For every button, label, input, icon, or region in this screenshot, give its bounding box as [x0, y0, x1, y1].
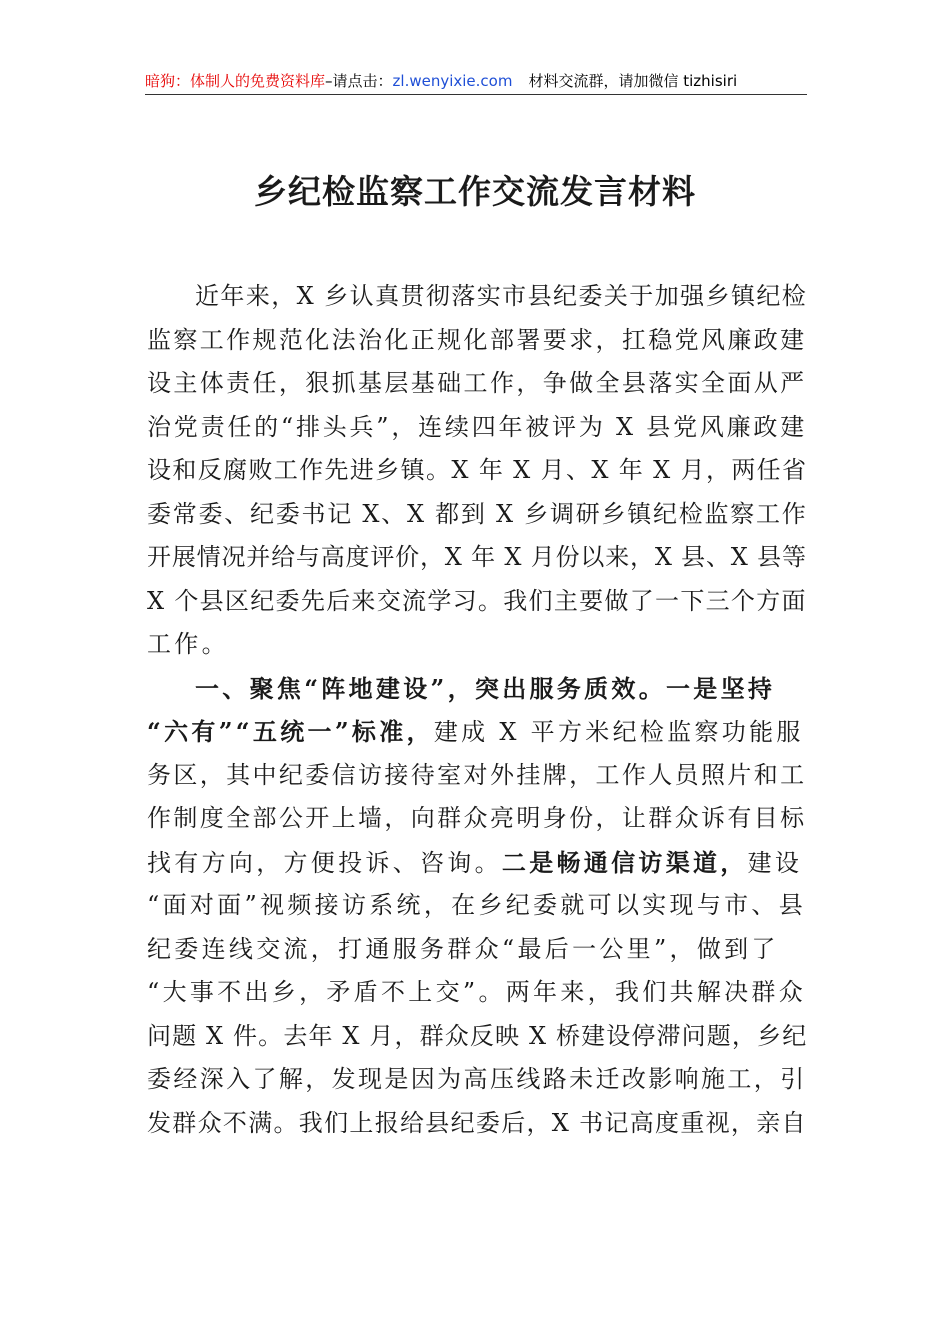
text-segment: X 个县区纪委先后来交流学习。我们主要做了一下三个方面	[147, 586, 807, 615]
header-divider	[145, 94, 807, 95]
header-contact: 材料交流群，请加微信 tizhisiri	[528, 72, 738, 90]
body-line	[147, 884, 807, 928]
body-line	[147, 362, 807, 406]
body-line	[147, 841, 807, 885]
text-segment: 近年来，X 乡认真贯彻落实市县纪委关于加强乡镇纪检	[195, 282, 807, 310]
text-segment: 纪委连线交流，打通服务群众“最后一公里”，做到了	[147, 934, 779, 963]
body-line	[147, 971, 807, 1015]
text-segment: 问题 X 件。去年 X 月，群众反映 X 桥建设停滞问题，乡纪	[147, 1021, 807, 1050]
header-bar	[145, 70, 807, 94]
text-segment: “面对面”视频接访系统，在乡纪委就可以实现与市、县	[147, 891, 807, 919]
text-segment: 开展情况并给与高度评价，X 年 X 月份以来，X 县、X 县等	[147, 543, 807, 571]
body-line	[147, 406, 807, 450]
body-line	[147, 319, 807, 363]
text-segment: “大事不出乡，矛盾不上交”。两年来，我们共解决群众	[147, 978, 807, 1006]
text-segment: 设主体责任，狠抓基层基础工作，争做全县落实全面从严	[147, 369, 807, 397]
text-segment: 委经深入了解，发现是因为高压线路未迁改影响施工，引	[147, 1065, 807, 1093]
body-line	[147, 667, 807, 711]
body-line	[147, 623, 807, 667]
text-segment: 发群众不满。我们上报给县纪委后，X 书记高度重视，亲自	[147, 1108, 807, 1137]
body-line	[147, 1102, 807, 1146]
body-line	[147, 1058, 807, 1102]
text-segment: 务区，其中纪委信访接待室对外挂牌，工作人员照片和工	[147, 760, 807, 789]
text-segment: 治党责任的“排头兵”，连续四年被评为 X 县党风廉政建	[147, 412, 807, 441]
body-line	[147, 754, 807, 798]
text-segment: 监察工作规范化法治化正规化部署要求，扛稳党风廉政建	[147, 325, 807, 354]
document-body	[147, 275, 807, 1145]
body-line	[147, 797, 807, 841]
bold-text-segment: 二是畅通信访渠道，	[501, 847, 748, 877]
body-line	[147, 1015, 807, 1059]
body-line	[147, 928, 807, 972]
bold-text-segment: 一、聚焦“阵地建设”，突出服务质效。一是坚持	[195, 673, 776, 703]
text-segment: 建成 X 平方米纪检监察功能服	[433, 718, 804, 746]
body-line	[147, 493, 807, 537]
header-brand: 暗狗：体制人的免费资料库	[145, 72, 326, 90]
document-title: 乡纪检监察工作交流发言材料	[254, 172, 696, 211]
body-line	[147, 449, 807, 493]
text-segment: 找有方向，方便投诉、咨询。	[147, 848, 502, 877]
body-line	[147, 710, 807, 754]
text-segment: 设和反腐败工作先进乡镇。X 年 X 月、X 年 X 月，两任省	[147, 456, 807, 484]
bold-text-segment: “六有”“五统一”标准，	[147, 717, 434, 746]
body-line	[147, 536, 807, 580]
body-line	[147, 275, 807, 319]
text-segment: 委常委、纪委书记 X、X 都到 X 乡调研乡镇纪检监察工作	[147, 499, 807, 528]
text-segment: 工作。	[147, 630, 229, 658]
header-prompt: –请点击：	[325, 72, 393, 90]
text-segment: 作制度全部公开上墙，向群众亮明身份，让群众诉有目标	[147, 804, 807, 832]
header-link[interactable]: zl.wenyixie.com	[392, 72, 513, 90]
body-line	[147, 580, 807, 624]
text-segment: 建设	[747, 848, 803, 877]
